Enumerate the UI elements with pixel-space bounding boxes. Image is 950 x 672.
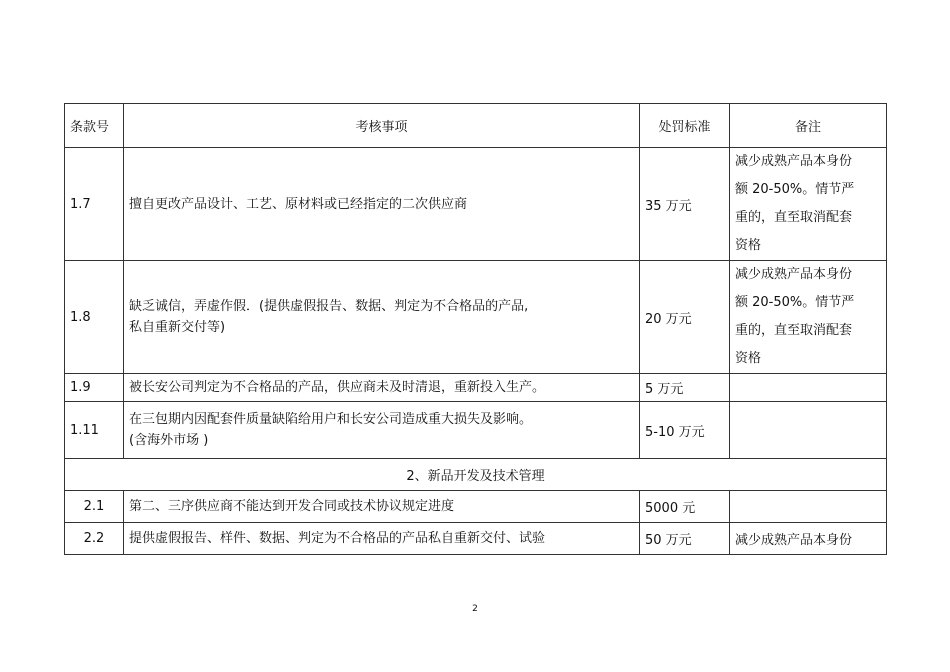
clause-description: 提供虚假报告、样件、数据、判定为不合格品的产品私自重新交付、试验 [124,523,640,555]
table-row [65,491,887,523]
penalty-amount: 50 万元 [640,523,730,555]
penalty-amount: 5000 元 [640,491,730,523]
remark-line: 重的，直至取消配套 [735,210,853,225]
table-row [65,148,887,261]
remark-line: 减少成熟产品本身份 [735,267,853,282]
clause-number: 1.9 [65,374,124,402]
remark-line: 额 20-50%。情节严 [735,182,855,197]
desc-line: 缺乏诚信，弄虚作假．(提供虚假报告、数据、判定为不合格品的产品, [129,299,529,314]
remark [730,491,887,523]
remark [730,261,887,374]
clause-description [124,148,640,261]
remark [730,402,887,459]
page-number: 2 [472,604,478,614]
header-remarks: 备注 [730,104,887,148]
remark [730,148,887,261]
penalty-amount: 20 万元 [640,261,730,374]
clause-number: 1.11 [65,402,124,459]
remark-line: 重的，直至取消配套 [735,323,853,338]
clause-number: 1.7 [65,148,124,261]
penalty-amount: 35 万元 [640,148,730,261]
header-clause-no: 条款号 [65,104,124,148]
clause-number: 2.2 [65,523,124,555]
remark: 减少成熟产品本身份 [730,523,887,555]
header-row [65,104,887,148]
desc-line: 擅自更改产品设计、工艺、原材料或已经指定的二次供应商 [129,196,468,212]
clause-description: 被长安公司判定为不合格品的产品，供应商未及时清退，重新投入生产。 [124,374,640,402]
clause-description [124,261,640,374]
clause-number: 2.1 [65,491,124,523]
clause-description [124,402,640,459]
table-row [65,261,887,374]
table-row [65,402,887,459]
header-item: 考核事项 [124,104,640,148]
penalty-table [64,103,887,555]
penalty-amount: 5 万元 [640,374,730,402]
remark-line: 资格 [735,238,762,253]
remark-line: 额 20-50%。情节严 [735,295,855,310]
table-row [65,374,887,402]
desc-line: (含海外市场 ) [129,433,209,448]
section-row [65,459,887,491]
clause-number: 1.8 [65,261,124,374]
header-penalty: 处罚标准 [640,104,730,148]
remark-line: 资格 [735,351,762,366]
penalty-amount: 5-10 万元 [640,402,730,459]
desc-line: 在三包期内因配套件质量缺陷给用户和长安公司造成重大损失及影响。 [129,412,533,427]
remark-line: 减少成熟产品本身份 [735,154,853,169]
table-row [65,523,887,555]
remark [730,374,887,402]
desc-line: 私自重新交付等) [129,320,226,335]
clause-description: 第二、三序供应商不能达到开发合同或技术协议规定进度 [124,491,640,523]
section-heading: 2、新品开发及技术管理 [65,459,887,491]
